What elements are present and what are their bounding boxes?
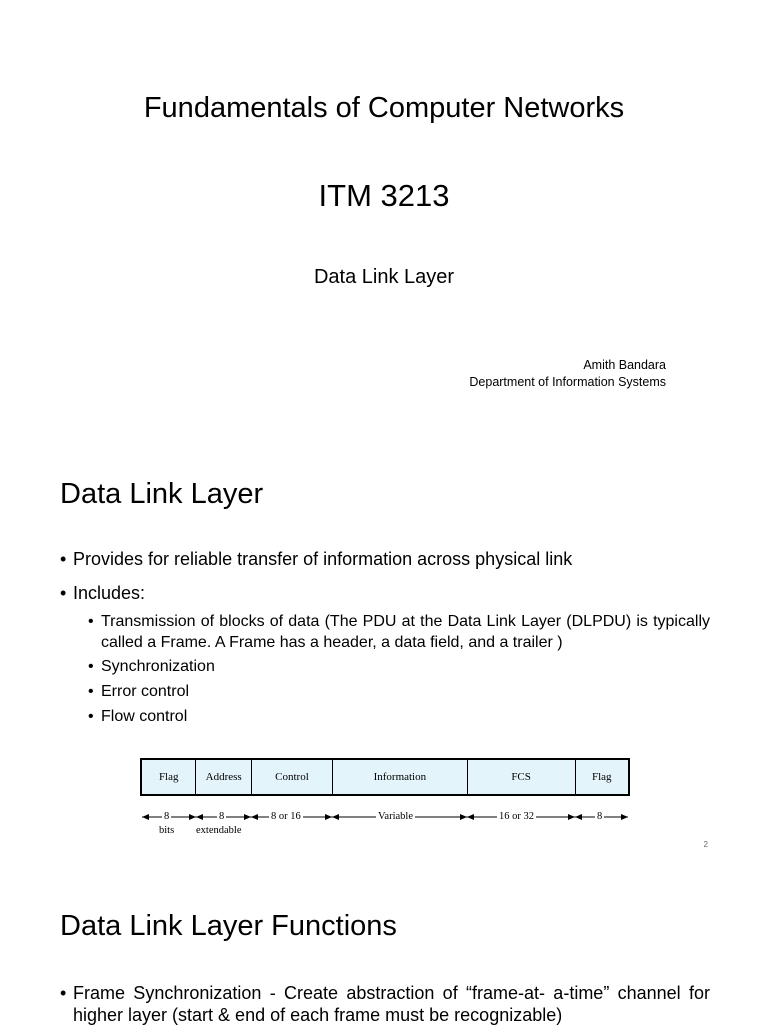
sub-bullet-item: • Error control — [88, 683, 190, 700]
title-slide — [0, 0, 768, 440]
frame-field-flag: Flag — [142, 760, 196, 794]
frame-field-fcs: FCS — [468, 760, 576, 794]
bullet-dot-icon: • — [60, 583, 67, 603]
frame-field-flag-end: Flag — [591, 771, 612, 783]
size-label: 8 or 16 — [271, 811, 301, 822]
size-label: 16 or 32 — [499, 811, 534, 822]
bullet-item: • Frame Synchronization - Create abstraction of “frame-at- a-time” channel for higher layer (start & end of each frame must be recognizable) — [60, 983, 710, 1025]
size-label: 8 — [164, 811, 170, 822]
frame-field-address: Address — [196, 760, 251, 794]
sub-bullet-item: • Transmission of blocks of data (The PDU at the Data Link Layer (DLPDU) is typically called a Frame. A Frame has a header, a data field, and a trailer ) — [88, 613, 710, 651]
bullet-dot-icon: • — [88, 658, 94, 675]
bullet-dot-icon: • — [60, 549, 67, 569]
data-link-layer-functions-slide — [0, 880, 768, 1024]
course-code: ITM 3213 — [318, 178, 450, 213]
bullet-dot-icon: • — [60, 983, 67, 1003]
bullet-dot-icon: • — [88, 708, 94, 725]
frame-format-diagram — [140, 758, 630, 836]
slide-heading: Data Link Layer Functions — [60, 910, 397, 942]
presentation-subtitle: Data Link Layer — [313, 266, 455, 288]
author-name: Amith Bandara — [583, 358, 666, 372]
frame-field-sizes — [140, 810, 630, 840]
sub-bullet-item: • Synchronization — [88, 658, 215, 675]
frame-structure — [140, 758, 630, 796]
size-note: extendable — [196, 825, 242, 836]
page-number: 2 — [703, 840, 708, 849]
presentation-title: Fundamentals of Computer Networks — [143, 92, 625, 124]
bullet-dot-icon: • — [88, 683, 94, 700]
size-label: 8 — [597, 811, 603, 822]
author-department: Department of Information Systems — [469, 375, 666, 389]
data-link-layer-slide: Data Link Layer • Provides for reliable transfer of information across physical link • Includes: • Transmission of blocks of data (The PDU at the Data Link Layer (DLPDU) is typically called a Frame. A Frame has a header, a data field, and a trailer ) • Synchronization • Error control • Flow control Flag Address Control Information FCS Flag 8 8 8 or 16 Variable 16 or 32 8 bits extendable 2 — [60, 478, 710, 849]
size-label: Variable — [378, 811, 413, 822]
frame-field-information: Information — [333, 760, 468, 794]
size-label: 8 — [219, 811, 225, 822]
frame-field-control: Control — [252, 760, 333, 794]
size-note: bits — [159, 825, 175, 836]
author-block — [469, 357, 666, 391]
bullet-dot-icon: • — [88, 613, 94, 630]
sub-bullet-item: • Flow control — [88, 708, 188, 725]
slide-heading: Data Link Layer — [60, 478, 264, 510]
